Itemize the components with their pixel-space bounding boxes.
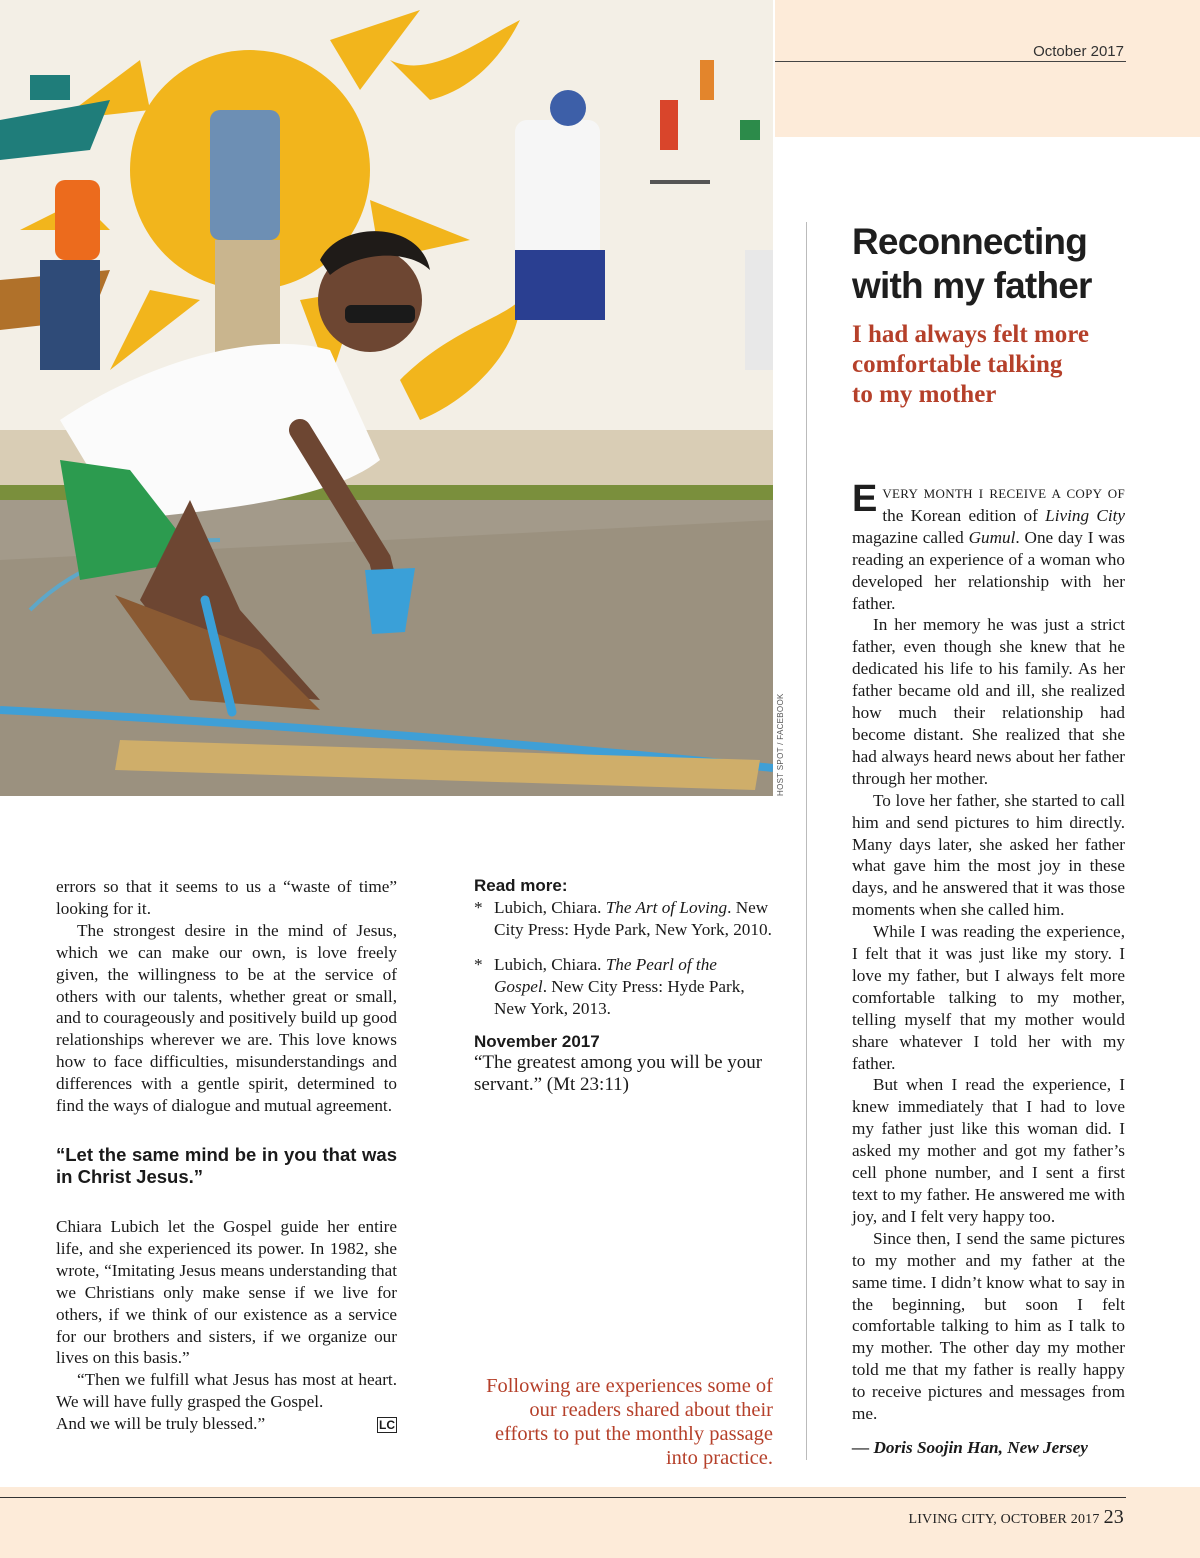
issue-date: October 2017 [1033, 43, 1124, 60]
article-paragraph: To love her father, she started to call him and send pictures to him directly. Many days later, she asked her father what gave him the most joy in these days, and he answered that it was those moments when she called him. [852, 790, 1125, 920]
publication-name: LIVING CITY, OCTOBER 2017 [908, 1512, 1100, 1527]
bullet-icon: * [474, 954, 483, 974]
header-band [775, 0, 1200, 137]
closing-text: And we will be truly blessed.” [56, 1414, 266, 1434]
body-paragraph: “Then we fulfill what Jesus has most at heart. We will have fully grasped the Gospel. [56, 1370, 397, 1412]
article-body [852, 478, 1125, 1459]
header-rule [775, 61, 1126, 62]
bullet-icon: * [474, 898, 483, 917]
middle-column [474, 876, 774, 1096]
reference-item: * Lubich, Chiara. The Art of Loving. New City Press: Hyde Park, New York, 2010. [474, 898, 772, 939]
intro-note: Following are experiences some of our readers shared about their efforts to put the monthly passage into practice. [486, 1375, 773, 1469]
mural-painting-photo [0, 0, 773, 796]
left-column [56, 876, 397, 1435]
article-paragraph: While I was reading the experience, I felt that it was just like my story. I love my father, but I always felt more comfortable talking to my mother, telling myself that my mother would share whatever I told her with my father. [852, 922, 1125, 1073]
reference-item: * Lubich, Chiara. The Pearl of the Gospel. New City Press: Hyde Park, New York, 2013. [474, 954, 745, 1018]
body-paragraph: errors so that it seems to us a “waste of time” looking for it. [56, 877, 397, 918]
read-more-heading: Read more: [474, 876, 568, 895]
photo-credit: HOST SPOT / FACEBOOK [776, 693, 785, 796]
article-paragraph: EVERY MONTH I RECEIVE A COPY OF the Korean edition of Living City magazine called Gumul. One day I was reading an experience of a woman who developed her relationship with her father. [852, 478, 1125, 613]
column-divider [806, 222, 807, 1460]
article-headline: Reconnecting with my father [852, 221, 1092, 306]
pull-quote: “Let the same mind be in you that was in Christ Jesus.” [56, 1143, 397, 1187]
footer-rule [0, 1497, 1126, 1498]
november-heading: November 2017 [474, 1031, 600, 1051]
lc-end-mark-icon: LC [379, 1418, 395, 1433]
november-word-of-life: “The greatest among you will be your servant.” (Mt 23:11) [474, 1051, 763, 1095]
byline: — Doris Soojin Han, New Jersey [852, 1437, 1088, 1457]
page-footer [908, 1506, 1124, 1529]
closing-line [56, 1413, 397, 1435]
article-paragraph: In her memory he was just a strict father, even though she knew that he dedicated his life to his family. As her father became old and ill, she realized how much their relationship had become distant. She realized that she had always heard news about her father through her mother. [852, 615, 1125, 788]
body-paragraph: The strongest desire in the mind of Jesus, which we can make our own, is love freely given, the willingness to be at the service of others with our talents, whether great or small, and to courageously and positively build up good relationships wherever we are. This love knows how to face difficulties, misunderstandings and differences with a gentle spirit, determined to find the ways of dialogue and mutual agreement. [56, 920, 397, 1116]
body-paragraph: Chiara Lubich let the Gospel guide her entire life, and she experienced its power. In 1982, she wrote, “Imitating Jesus means understanding that we Christians only make sense if we live for others, if we think of our existence as a service for our brothers and sisters, if we organize our lives on this basis.” [56, 1216, 397, 1368]
article-paragraph: But when I read the experience, I knew immediately that I had to love my father just like this woman did. I asked my mother and got my father’s cell phone number, and I sent a first text to my father. He answered me with joy, and I felt very happy too. [852, 1075, 1125, 1226]
page-number: 23 [1103, 1506, 1124, 1528]
article-paragraph: Since then, I send the same pictures to my mother and my father at the same time. I didn’t know what to say in the beginning, but soon I felt comfortable talking to him as I talk to my mother. The other day my mother told me that my father is really happy to receive pictures and messages from me. [852, 1228, 1125, 1424]
drop-cap: E [852, 478, 878, 520]
article-subhead: I had always felt more comfortable talking to my mother [852, 321, 1090, 408]
